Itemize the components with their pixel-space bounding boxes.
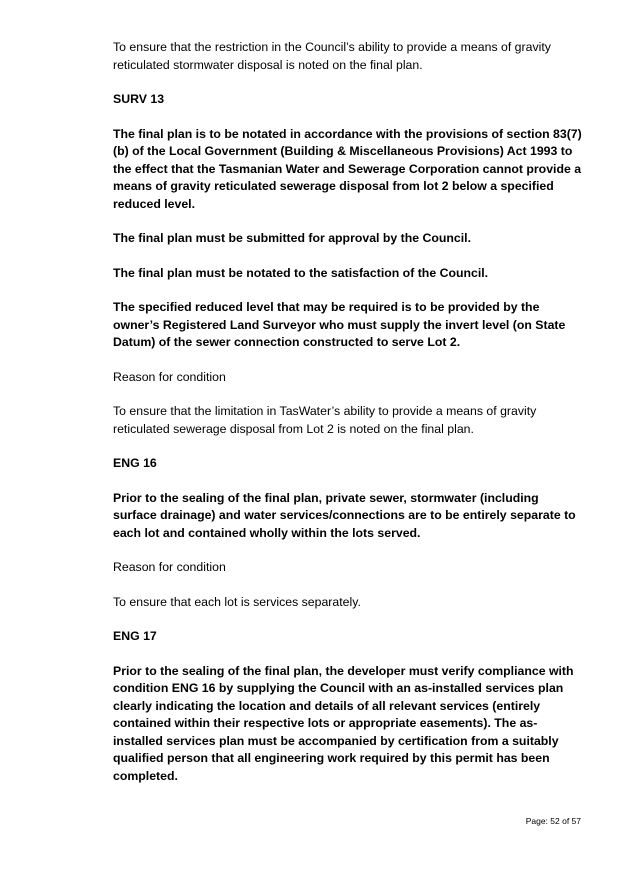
reason-text-sewerage: To ensure that the limitation in TasWater’s ability to provide a means of gravity reticulated sewerage disposal from Lot 2 is noted on the final plan. — [113, 404, 537, 436]
condition-heading-eng-17: ENG 17 — [113, 629, 157, 643]
condition-text-as-installed-plan: Prior to the sealing of the final plan, the developer must verify compliance with condition ENG 16 by supplying the Council with an as-installed services plan clearly indicating the location and details of all relevant services (entirely contained within their respective lots or appropriate easements). The as-installed services plan must be accompanied by certification from a suitably qualified person that all engineering work required by this permit has been completed. — [113, 663, 574, 783]
condition-heading-surv-13: SURV 13 — [113, 92, 165, 106]
reason-heading: Reason for condition — [113, 369, 226, 384]
reason-heading: Reason for condition — [113, 560, 226, 574]
condition-text-reduced-level: The specified reduced level that may be required is to be provided by the owner’s Registered Land Surveyor who must supply the invert level (on State Datum) of the sewer connection constructed to serve Lot 2. — [113, 300, 566, 349]
reason-text-stormwater: To ensure that the restriction in the Council’s ability to provide a means of gravity reticulated stormwater disposal is noted on the final plan. — [113, 40, 551, 72]
page-number: Page: 52 of 57 — [525, 816, 581, 826]
condition-text-notation: The final plan is to be notated in accordance with the provisions of section 83(7) (b) of the Local Government (Building & Miscellaneous Provisions) Act 1993 to the effect that the Tasmanian Water and Sewerage Corporation cannot provide a means of gravity reticulated sewerage disposal from lot 2 below a specified reduced level. — [113, 126, 582, 211]
condition-text-notated: The final plan must be notated to the satisfaction of the Council. — [113, 265, 489, 280]
condition-text-approval: The final plan must be submitted for approval by the Council. — [113, 231, 472, 245]
document-body — [113, 39, 583, 802]
condition-text-services-separate: Prior to the sealing of the final plan, private sewer, stormwater (including surface drainage) and water services/connections are to be entirely separate to each lot and contained wholly within the lots served. — [113, 490, 576, 540]
condition-heading-eng-16: ENG 16 — [113, 456, 157, 470]
reason-text-services: To ensure that each lot is services separately. — [113, 594, 361, 609]
